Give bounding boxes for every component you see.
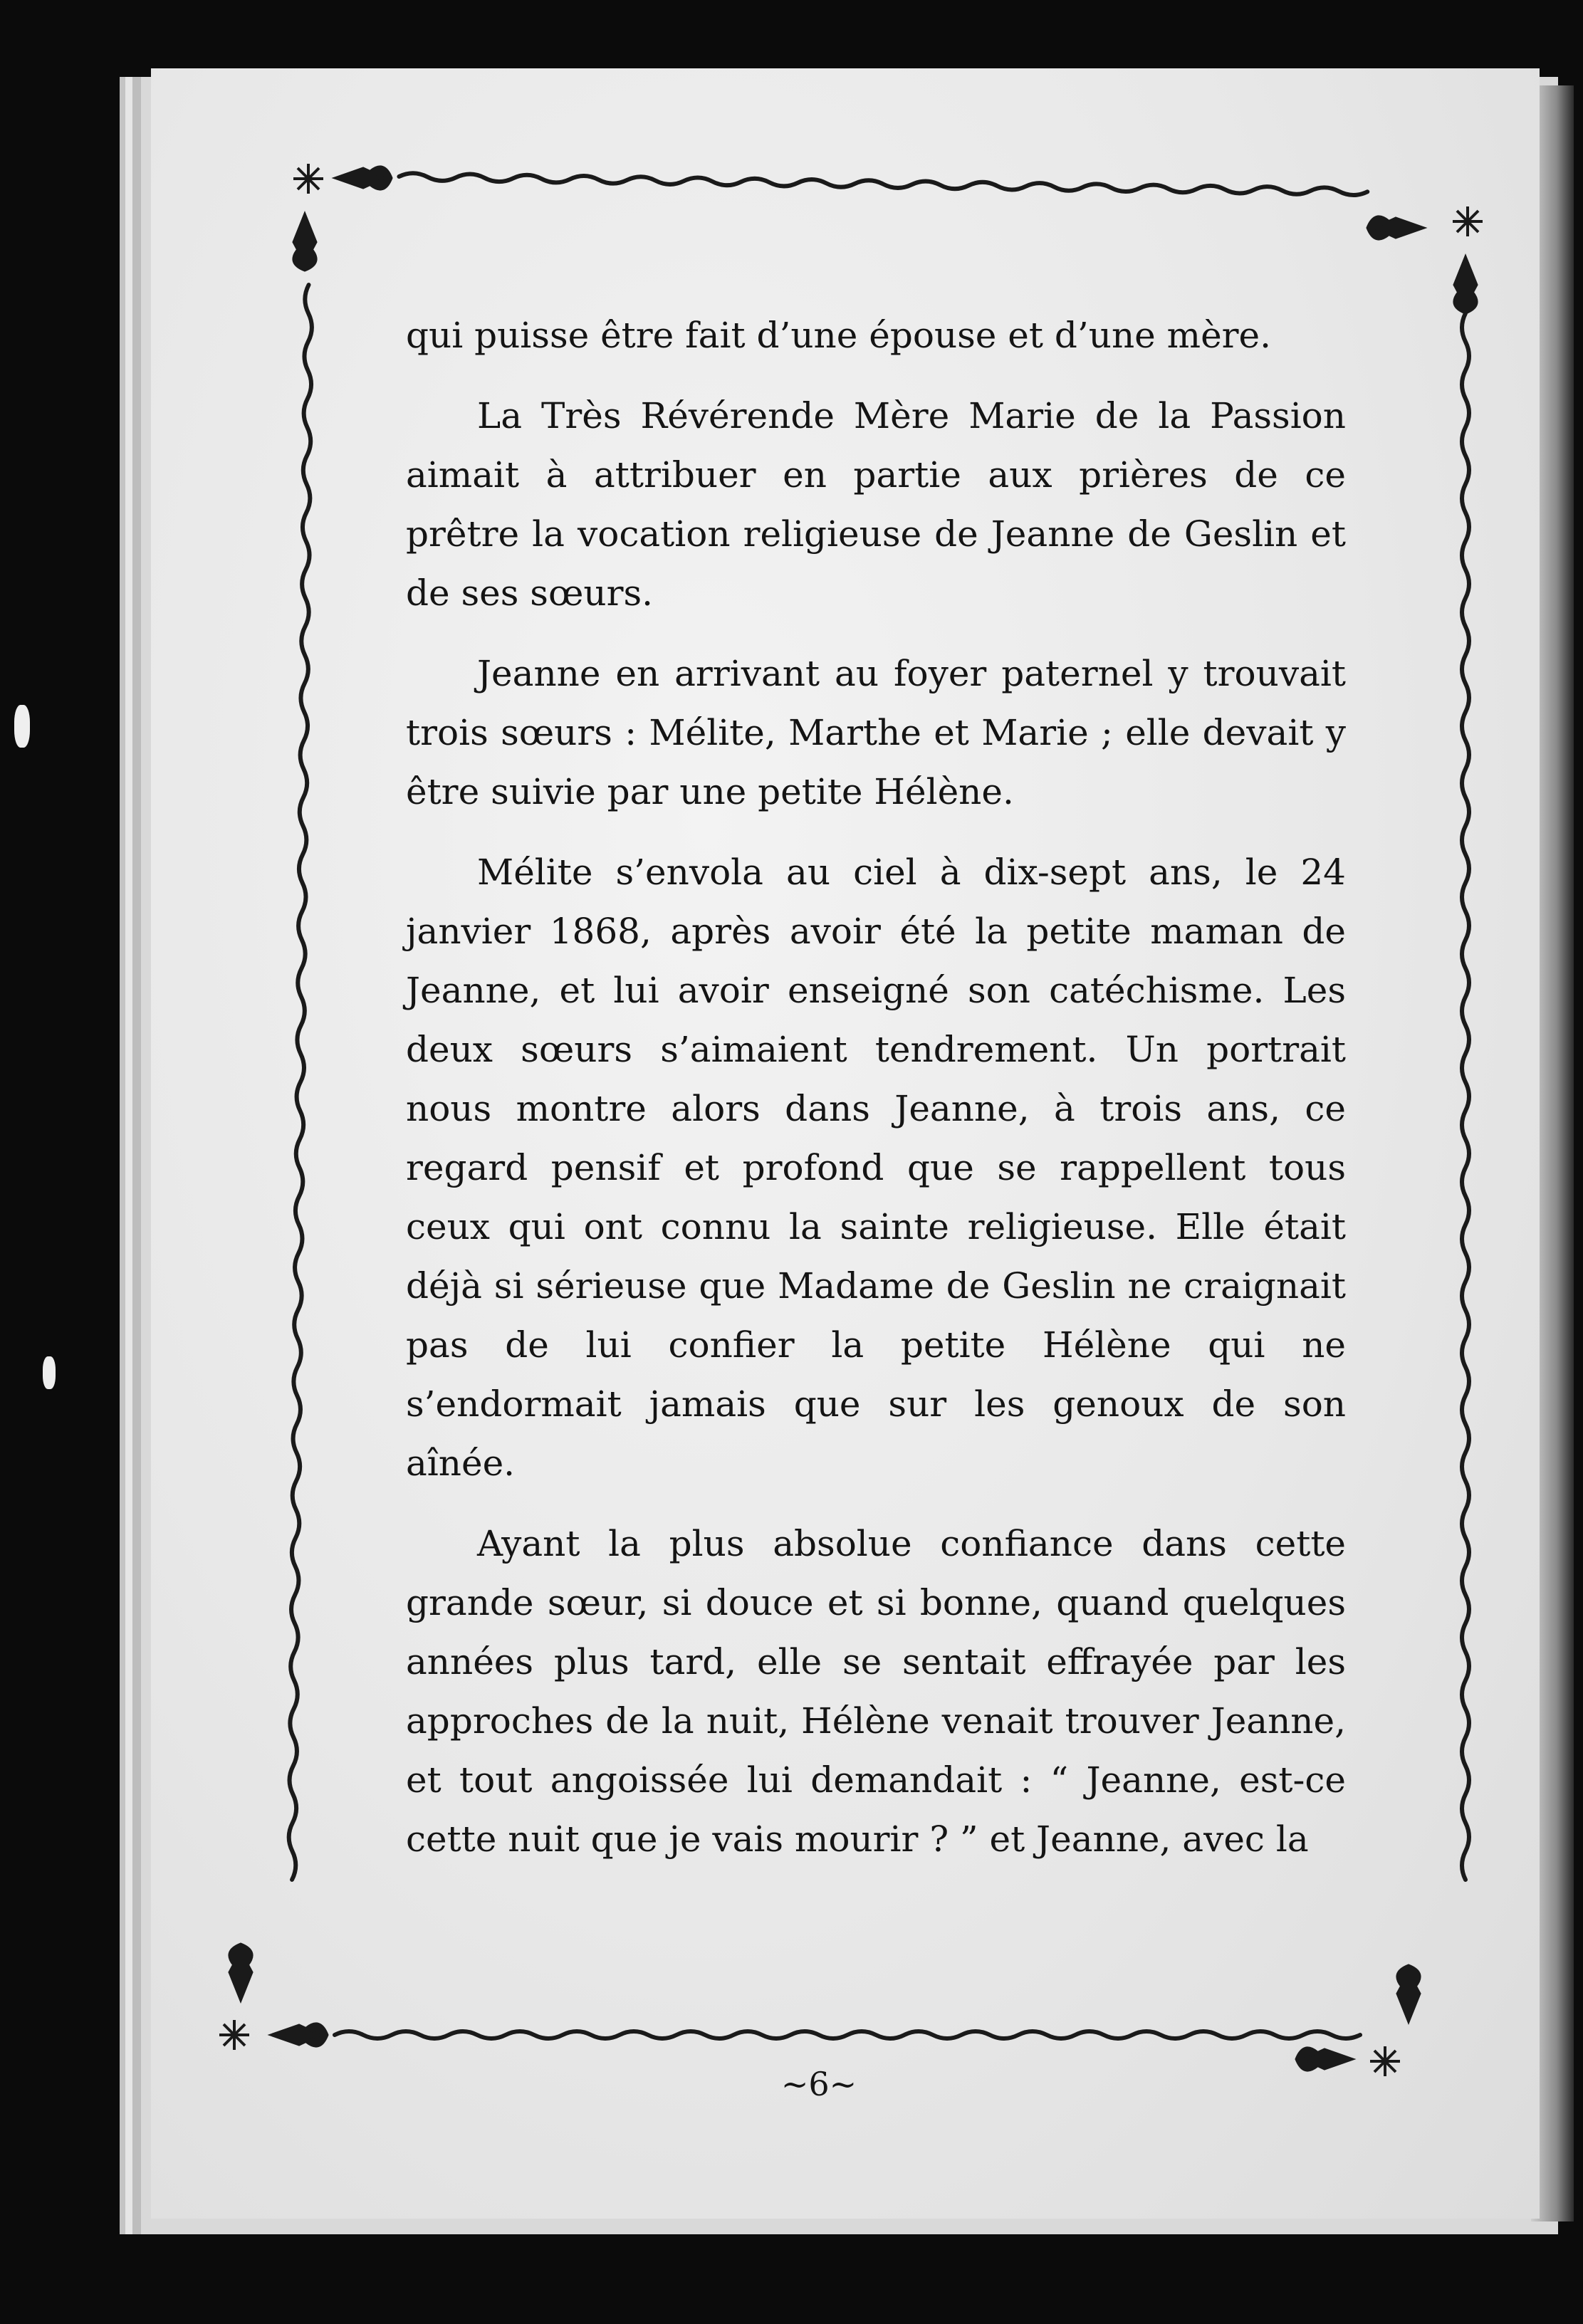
top-border-rule [399, 173, 1367, 195]
bottom-border-rule [335, 2031, 1360, 2038]
paragraph: Jeanne en arrivant au foyer paternel y trouvait trois sœurs : Mélite, Marthe et Marie ; elle devait y être suivie par une petite Hélène. [406, 653, 1346, 812]
paragraph: qui puisse être fait d’une épouse et d’une mère. [406, 315, 1272, 356]
lamp-ornament-icon [1454, 256, 1477, 313]
lamp-ornament-icon [1296, 2048, 1353, 2071]
left-border-rule [288, 285, 312, 1880]
paragraph: Mélite s’envola au ciel à dix-sept ans, le 24 janvier 1868, après avoir été la petite maman de Jeanne, et lui avoir enseigné son catéchisme. Les deux sœurs s’aimaient tendrement. Un portrait nous montre alors dans Jeanne, à trois ans, ce regard pensif et profond que se rappellent tous ceux qui ont connu la sainte religieuse. Elle était déjà si sérieuse que Madame de Geslin ne craignait pas de lui confier la petite Hélène qui ne s’endormait jamais que sur les genoux de son aînée. [406, 852, 1346, 1484]
lamp-ornament-icon [271, 2024, 328, 2046]
body-text [406, 306, 1346, 1869]
paragraph: Ayant la plus absolue confiance dans cette grande sœur, si douce et si bonne, quand quelques années plus tard, elle se sentait effrayée par les approches de la nuit, Hélène venait trouver Jeanne, et tout angoissée lui demandait : “ Jeanne, est-ce cette nuit que je vais mourir ? ” et Jeanne, avec la [406, 1523, 1346, 1860]
lamp-ornament-icon [1397, 1965, 1420, 2022]
paragraph: La Très Révérende Mère Marie de la Passion aimait à attribuer en partie aux prières de ce prêtre la vocation religieuse de Jeanne de Geslin et de ses sœurs. [406, 395, 1346, 614]
page-number: ~6~ [780, 2065, 857, 2103]
lamp-ornament-icon [1367, 216, 1424, 239]
lamp-ornament-icon [229, 1944, 252, 2001]
lamp-ornament-icon [293, 214, 316, 271]
right-border-rule [1462, 313, 1469, 1880]
lamp-ornament-icon [335, 167, 392, 189]
